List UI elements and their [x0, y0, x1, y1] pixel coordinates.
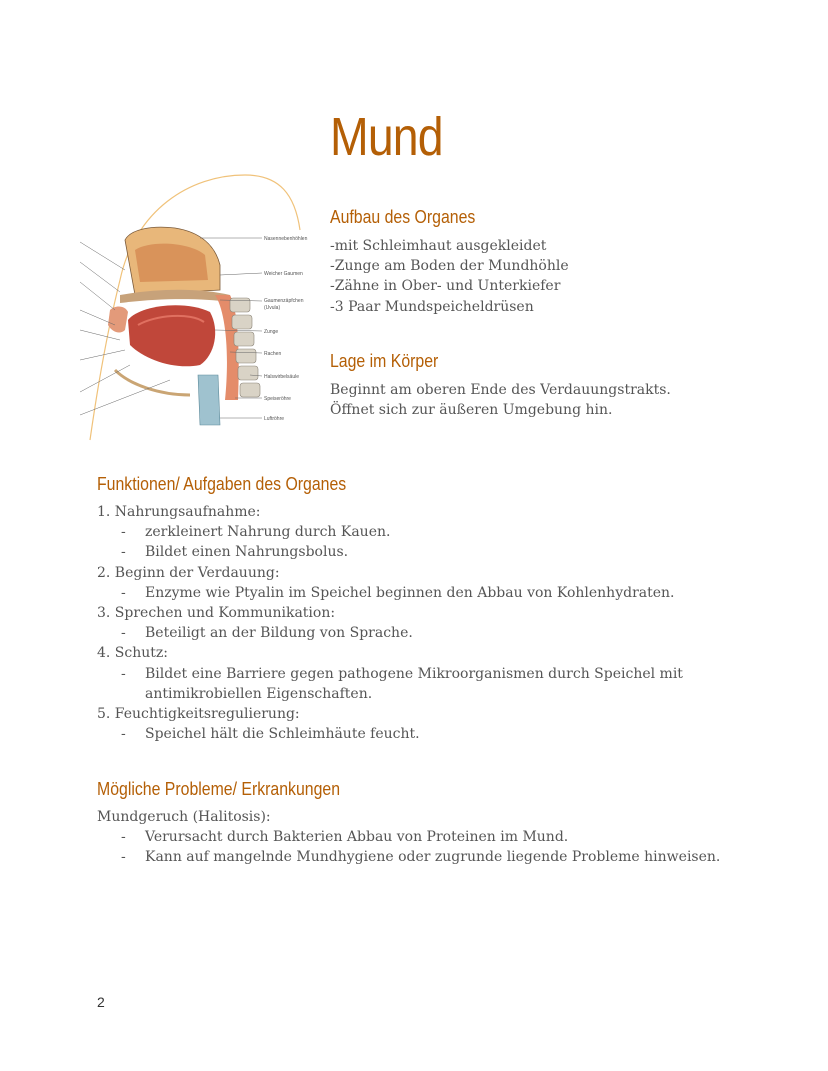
lage-text — [330, 380, 671, 420]
probleme-heading: Mögliche Probleme/ Erkrankungen — [97, 779, 341, 799]
aufbau-line: -mit Schleimhaut ausgekleidet — [330, 238, 547, 254]
probleme-intro: Mundgeruch (Halitosis): — [97, 809, 271, 825]
figure-label-zunge: Zunge — [264, 329, 279, 335]
funktion-title: 4. Schutz: — [97, 645, 168, 662]
page-number: 2 — [97, 994, 105, 1010]
funktion-title: 2. Beginn der Verdauung: — [97, 564, 280, 581]
funktion-sub-text: zerkleinert Nahrung durch Kauen. — [145, 524, 391, 541]
funktion-sub-text: Bildet einen Nahrungsbolus. — [145, 544, 349, 561]
aufbau-line: -Zunge am Boden der Mundhöhle — [330, 258, 569, 275]
funktion-sub: - Beteiligt an der Bildung von Sprache. — [121, 625, 413, 642]
funktion-sub-continued — [97, 684, 683, 704]
aufbau-line: -Zähne in Ober- und Unterkiefer — [330, 278, 561, 295]
funktion-title: 5. Feuchtigkeitsregulierung: — [97, 706, 300, 723]
funktion-title: 3. Sprechen und Kommunikation: — [97, 605, 336, 622]
aufbau-list — [330, 236, 569, 317]
lage-line: Öffnet sich zur äußeren Umgebung hin. — [330, 402, 613, 419]
figure-label-weicher-gaumen: Weicher Gaumen — [264, 271, 303, 277]
aufbau-heading: Aufbau des Organes — [330, 207, 476, 227]
funktion-sub: - zerkleinert Nahrung durch Kauen. — [121, 524, 391, 541]
funktion-sub-text: antimikrobiellen Eigenschaften. — [145, 685, 373, 702]
funktion-sub-text: Beteiligt an der Bildung von Sprache. — [145, 625, 413, 642]
funktion-sub: - Bildet einen Nahrungsbolus. — [121, 544, 349, 561]
funktion-sub-text: Speichel hält die Schleimhäute feucht. — [145, 726, 420, 743]
probleme-sub-text: Verursacht durch Bakterien Abbau von Proteinen im Mund. — [145, 829, 569, 846]
probleme-list — [97, 807, 720, 868]
lage-heading: Lage im Körper — [330, 351, 439, 371]
funktion-sub: - Enzyme wie Ptyalin im Speichel beginnen den Abbau von Kohlenhydraten. — [121, 584, 675, 601]
funktion-sub: - Speichel hält die Schleimhäute feucht. — [121, 726, 420, 743]
figure-label-rachen: Rachen — [264, 351, 282, 357]
funktionen-heading: Funktionen/ Aufgaben des Organes — [97, 474, 347, 494]
probleme-sub-text: Kann auf mangelnde Mundhygiene oder zugrunde liegende Probleme hinweisen. — [145, 849, 721, 866]
probleme-sub: - Kann auf mangelnde Mundhygiene oder zugrunde liegende Probleme hinweisen. — [121, 849, 721, 866]
figure-label-gaumenzaepfchen: Gaumenzäpfchen — [264, 298, 304, 304]
funktion-sub: - Bildet eine Barriere gegen pathogene Mikroorganismen durch Speichel mit — [121, 665, 683, 682]
figure-label-luftroehre: Luftröhre — [264, 416, 285, 422]
lage-line: Beginnt am oberen Ende des Verdauungstrakts. — [330, 382, 671, 398]
figure-label-uvula: (Uvula) — [264, 305, 281, 311]
funktion-title: 1. Nahrungsaufnahme: — [97, 504, 261, 520]
funktion-sub-text: Enzyme wie Ptyalin im Speichel beginnen den Abbau von Kohlenhydraten. — [145, 584, 675, 601]
figure-label-nasennebenhoehlen: Nasennebenhöhlen — [264, 236, 308, 242]
funktionen-list — [97, 502, 683, 744]
mouth-anatomy-illustration — [80, 170, 330, 445]
figure-label-halswirbelsaeule: Halswirbelsäule — [264, 374, 300, 380]
probleme-sub: - Verursacht durch Bakterien Abbau von Proteinen im Mund. — [121, 829, 569, 846]
page-title: Mund — [330, 107, 443, 167]
funktion-sub-text: Bildet eine Barriere gegen pathogene Mikroorganismen durch Speichel mit — [145, 665, 683, 682]
aufbau-line: -3 Paar Mundspeicheldrüsen — [330, 298, 534, 315]
figure-label-speiseroehre: Speiseröhre — [264, 396, 291, 402]
